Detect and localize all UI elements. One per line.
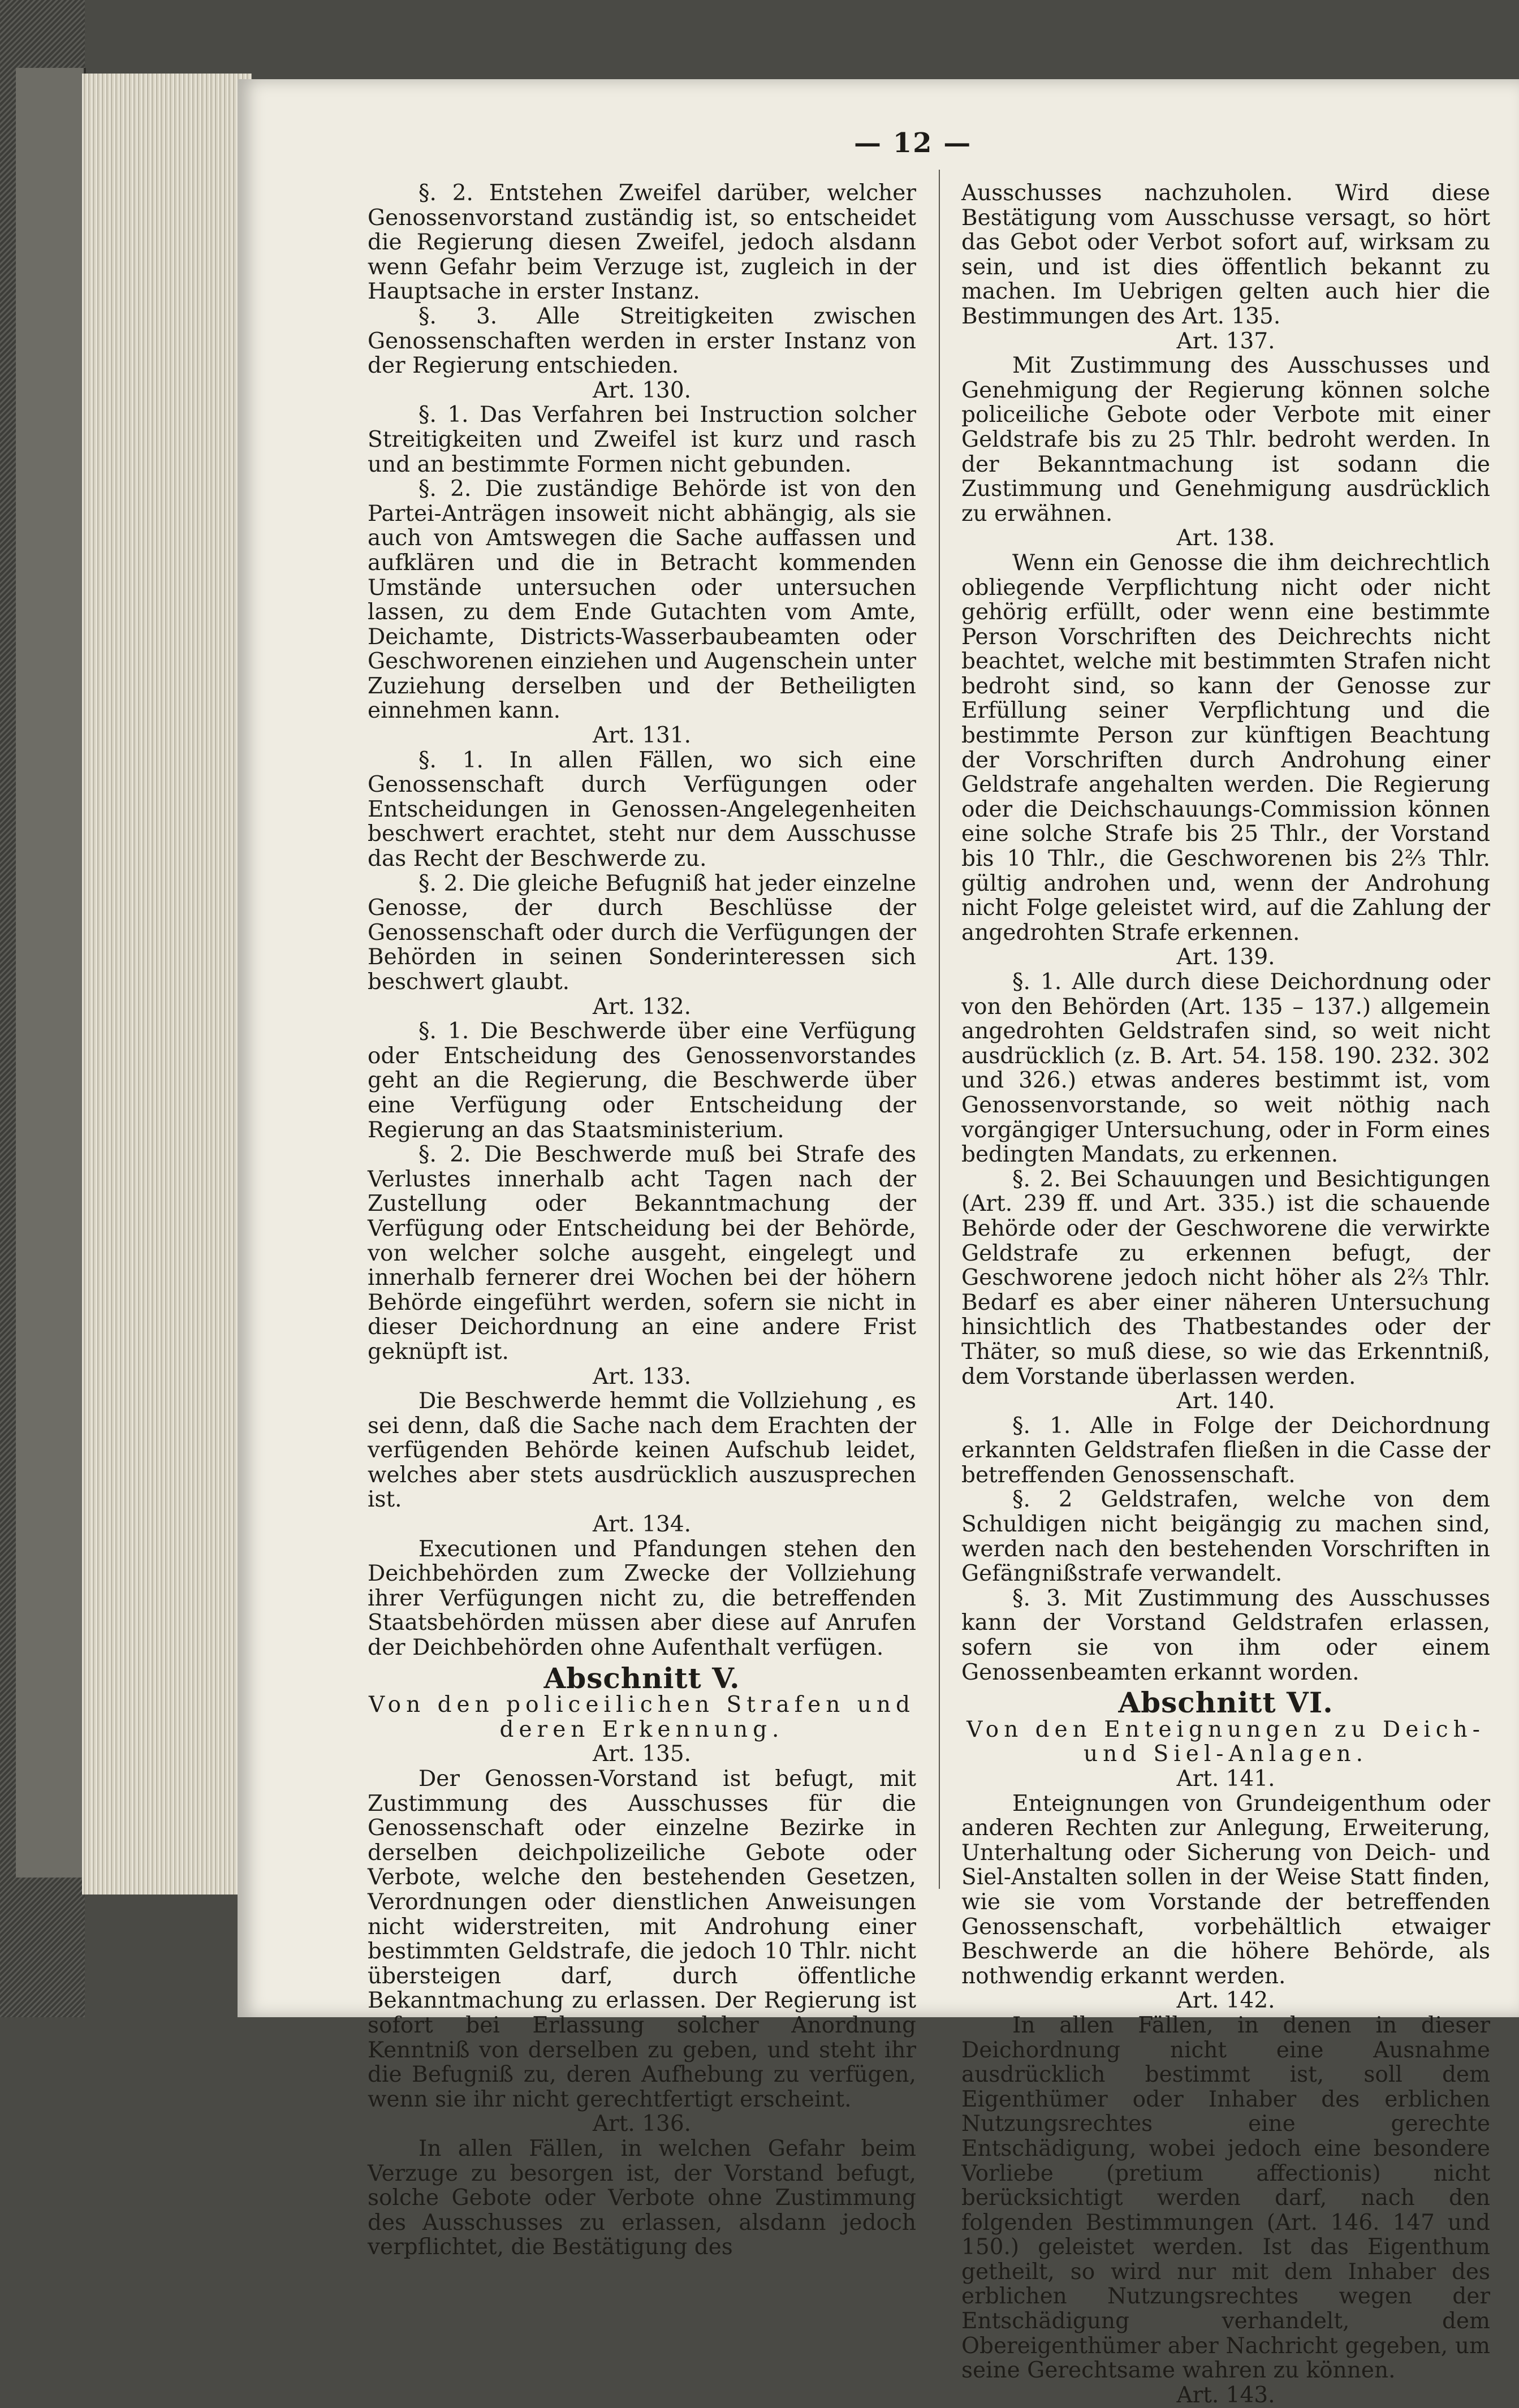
paragraph: §. 2. Die gleiche Befugniß hat jeder einzelne Genosse, der durch Beschlüsse der Genossenschaft oder durch die Verfügungen der Behörden in seinen Sonderinteressen sich beschwert glaubt. xyxy=(368,870,916,995)
paragraph: §. 1. Die Beschwerde über eine Verfügung oder Entscheidung des Genossenvorstandes geht an die Regierung, die Beschwerde über eine Verfügung oder Entscheidung der Regierung an das Staatsministerium. xyxy=(368,1019,916,1143)
page-edges xyxy=(82,74,252,1895)
section-heading: Abschnitt VI. xyxy=(1118,1686,1334,1720)
paragraph: Executionen und Pfandungen stehen den Deichbehörden zum Zwecke der Vollziehung ihrer Verfügungen nicht zu, die betreffenden Staatsbehörden müssen aber diese auf Anrufen der Deichbehörden ohne Aufenthalt verfügen. xyxy=(368,1536,916,1661)
article-number: Art. 131. xyxy=(592,723,692,749)
section-heading: Abschnitt V. xyxy=(543,1661,740,1695)
paragraph: §. 2. Die Beschwerde muß bei Strafe des Verlustes innerhalb acht Tagen nach der Zustellung oder Bekanntmachung der Verfügung oder Entscheidung bei der Behörde, von welcher solche ausgeht, eingelegt und innerhalb fernerer drei Wochen bei der höhern Behörde eingeführt werden, sofern sie nicht in dieser Deichordnung an eine andere Frist geknüpft ist. xyxy=(368,1142,916,1365)
paragraph: §. 1. In allen Fällen, wo sich eine Genossenschaft durch Verfügungen oder Entscheidungen in Genossen-Angelegenheiten beschwert erachtet, steht nur dem Ausschusse das Recht der Beschwerde zu. xyxy=(368,747,916,872)
article-number: Art. 141. xyxy=(1176,1766,1275,1792)
paragraph: Enteignungen von Grundeigenthum oder anderen Rechten zur Anlegung, Erweiterung, Unterhaltung oder Sicherung von Deich- und Siel-Anstalten sollen in der Weise Statt finden, wie sie vom Vorstande der betreffenden Genossenschaft, vorbehältlich etwaiger Beschwerde an die höhere Behörde, als nothwendig erkannt werden. xyxy=(961,1790,1490,1989)
paragraph: Die Beschwerde hemmt die Vollziehung , es sei denn, daß die Sache nach dem Erachten der verfügenden Behörde keinen Aufschub leidet, welches aber stets ausdrücklich auszusprechen ist. xyxy=(368,1388,916,1513)
paragraph: §. 1. Alle in Folge der Deichordnung erkannten Geldstrafen fließen in die Casse der betreffenden Genossenschaft. xyxy=(961,1413,1490,1488)
article-number: Art. 137. xyxy=(1176,328,1275,354)
right-column xyxy=(961,181,1490,2407)
article-number: Art. 138. xyxy=(1176,525,1275,551)
paragraph: Wenn ein Genosse die ihm deichrechtlich obliegende Verpflichtung nicht oder nicht gehörig erfüllt, oder wenn eine bestimmte Person Vorschriften des Deichrechts nicht beachtet, welche mit bestimmten Strafen nicht bedroht sind, so kann der Genosse zur Erfüllung seiner Verpflichtung und die bestimmte Person zur künftigen Beachtung der Vorschriften durch Androhung einer Geldstrafe angehalten werden. Die Regierung oder die Deichschauungs-Commission können eine solche Strafe bis 25 Thlr., der Vorstand bis 10 Thlr., die Geschworenen bis 2⅔ Thlr. gültig androhen und, wenn der Androhung nicht Folge geleistet wird, auf die Zahlung der angedrohten Strafe erkennen. xyxy=(961,550,1490,946)
book-spine xyxy=(16,68,86,1878)
paragraph: In allen Fällen, in welchen Gefahr beim Verzuge zu besorgen ist, der Vorstand befugt, solche Gebote oder Verbote ohne Zustimmung des Ausschusses zu erlassen, alsdann jedoch verpflichtet, die Bestätigung des xyxy=(368,2135,916,2260)
article-number: Art. 142. xyxy=(1176,1988,1275,2014)
section-subheading: Von den policeilichen Strafen und deren Erkennung. xyxy=(369,1692,915,1742)
paragraph: §. 2. Entstehen Zweifel darüber, welcher Genossenvorstand zuständig ist, so entscheidet die Regierung diesen Zweifel, jedoch alsdann wenn Gefahr beim Verzuge ist, zugleich in der Hauptsache in erster Instanz. xyxy=(368,180,916,305)
article-number: Art. 135. xyxy=(592,1741,692,1767)
paragraph: §. 2. Bei Schauungen und Besichtigungen (Art. 239 ff. und Art. 335.) ist die schauende Behörde oder der Geschworene die verwirkte Geldstrafe zu erkennen befugt, der Geschworene jedoch nicht höher als 2⅔ Thlr. Bedarf es aber einer näheren Untersuchung hinsichtlich des Thatbestandes oder der Thäter, so muß diese, so wie das Erkenntniß, dem Vorstande überlassen werden. xyxy=(961,1166,1490,1389)
article-number: Art. 143. xyxy=(1176,2382,1275,2408)
paragraph: §. 1. Das Verfahren bei Instruction solcher Streitigkeiten und Zweifel ist kurz und rasch und an bestimmte Formen nicht gebunden. xyxy=(368,402,916,477)
paragraph: In allen Fällen, in denen in dieser Deichordnung nicht eine Ausnahme ausdrücklich bestimmt ist, soll dem Eigenthümer oder Inhaber des erblichen Nutzungsrechtes eine gerechte Entschädigung, wobei jedoch eine besondere Vorliebe (pretium affectionis) nicht berücksichtigt werden darf, nach den folgenden Bestimmungen (Art. 146. 147 und 150.) geleistet werden. Ist das Eigenthum getheilt, so wird nur mit dem Inhaber des erblichen Nutzungsrechtes wegen der Entschädigung verhandelt, dem Obereigenthümer aber Nachricht gegeben, um seine Gerechtsame wahren zu können. xyxy=(961,2012,1490,2384)
paragraph: §. 2 Geldstrafen, welche von dem Schuldigen nicht beigängig zu machen sind, werden nach den bestehenden Vorschriften in Gefängnißstrafe verwandelt. xyxy=(961,1487,1490,1587)
article-number: Art. 130. xyxy=(592,377,692,403)
paragraph: Ausschusses nachzuholen. Wird diese Bestätigung vom Ausschusse versagt, so hört das Gebot oder Verbot sofort auf, wirksam zu sein, und ist dies öffentlich bekannt zu machen. Im Uebrigen gelten auch hier die Bestimmungen des Art. 135. xyxy=(961,180,1490,329)
article-number: Art. 134. xyxy=(592,1512,692,1538)
paragraph: Der Genossen-Vorstand ist befugt, mit Zustimmung des Ausschusses für die Genossenschaft oder einzelne Bezirke in derselben deichpolizeiliche Gebote oder Verbote, welche den bestehenden Gesetzen, Verordnungen oder dienstlichen Anweisungen nicht widerstreiten, mit Androhung einer bestimmten Geldstrafe, die jedoch 10 Thlr. nicht übersteigen darf, durch öffentliche Bekanntmachung zu erlassen. Der Regierung ist sofort bei Erlassung solcher Anordnung Kenntniß von derselben zu geben, und steht ihr die Befugniß zu, deren Aufhebung zu verfügen, wenn sie ihr nicht gerechtfertigt erscheint. xyxy=(368,1766,916,2112)
column-divider xyxy=(939,170,940,1889)
paragraph: §. 2. Die zuständige Behörde ist von den Partei-Anträgen insoweit nicht abhängig, als sie auch von Amtswegen die Sache auffassen und aufklären und die in Betracht kommenden Umstände untersuchen oder untersuchen lassen, zu dem Ende Gutachten vom Amte, Deichamte, Districts-Wasserbaubeamten oder Geschworenen einziehen und Augenschein unter Zuziehung derselben und der Betheiligten einnehmen kann. xyxy=(368,476,916,724)
page-number: — 12 — xyxy=(854,127,972,159)
article-number: Art. 132. xyxy=(592,994,692,1020)
section-subheading: Von den Enteignungen zu Deich- und Siel-Anlagen. xyxy=(966,1716,1485,1767)
article-number: Art. 139. xyxy=(1176,944,1275,970)
article-number: Art. 140. xyxy=(1176,1388,1275,1414)
article-number: Art. 136. xyxy=(592,2111,692,2137)
paragraph: §. 1. Alle durch diese Deichordnung oder von den Behörden (Art. 135 – 137.) allgemein angedrohten Geldstrafen sind, so weit nicht ausdrücklich (z. B. Art. 54. 158. 190. 232. 302 und 326.) etwas anderes bestimmt ist, vom Genossenvorstande, so weit nöthig nach vorgängiger Untersuchung, oder in Form eines bedingten Mandats, zu erkennen. xyxy=(961,969,1490,1168)
article-number: Art. 133. xyxy=(592,1363,692,1389)
left-column xyxy=(368,181,916,2260)
paragraph: Mit Zustimmung des Ausschusses und Genehmigung der Regierung können solche policeiliche Gebote oder Verbote mit einer Geldstrafe bis zu 25 Thlr. bedroht werden. In der Bekanntmachung ist sodann die Zustimmung und Genehmigung ausdrücklich zu erwähnen. xyxy=(961,353,1490,527)
paragraph: §. 3. Mit Zustimmung des Ausschusses kann der Vorstand Geldstrafen erlassen, sofern sie von ihm oder einem Genossenbeamten erkannt worden. xyxy=(961,1585,1490,1685)
paragraph: §. 3. Alle Streitigkeiten zwischen Genossenschaften werden in erster Instanz von der Regierung entschieden. xyxy=(368,303,916,379)
